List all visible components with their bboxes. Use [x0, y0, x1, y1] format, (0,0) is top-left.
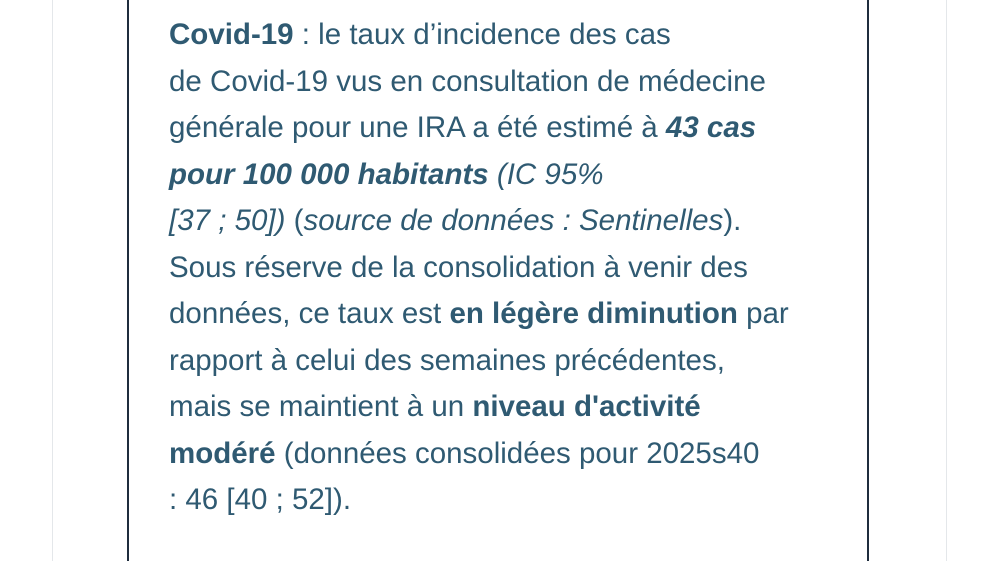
text-segment: pour 100 000 habitants: [169, 157, 489, 191]
info-box: [127, 0, 869, 561]
text-segment: en légère diminution: [449, 297, 738, 330]
covid-incidence-paragraph: [169, 12, 849, 524]
text-segment: données, ce taux est: [169, 297, 450, 330]
text-line: [169, 59, 849, 106]
text-segment: Sous réserve de la consolidation à venir des: [169, 250, 748, 284]
text-segment: ).: [723, 204, 742, 237]
text-segment: niveau d'activité: [472, 390, 701, 423]
text-segment: : le taux d’incidence des cas: [293, 18, 671, 51]
text-segment: rapport à celui des semaines précédentes,: [169, 343, 725, 377]
text-segment: source de données : Sentinelles: [303, 204, 724, 237]
text-line: [169, 245, 849, 292]
left-divider: [52, 0, 53, 561]
text-segment: (IC 95%: [488, 157, 604, 191]
text-line: [169, 12, 849, 59]
text-segment: modéré: [169, 436, 276, 470]
text-segment: (: [285, 204, 304, 237]
text-segment: générale pour une IRA a été estimé à: [169, 111, 666, 144]
text-segment: Covid-19: [169, 18, 294, 51]
text-line: [169, 338, 849, 385]
text-line: [169, 477, 849, 524]
text-line: [169, 291, 849, 338]
text-segment: [37 ; 50]): [169, 204, 286, 237]
text-line: [169, 105, 849, 152]
text-line: [169, 384, 849, 431]
text-line: [169, 198, 849, 245]
text-line: [169, 431, 849, 478]
right-divider: [946, 0, 947, 561]
text-segment: : 46 [40 ; 52]).: [169, 483, 352, 516]
text-segment: par: [737, 297, 789, 330]
text-segment: (données consolidées pour 2025s40: [275, 436, 760, 470]
text-segment: de Covid-19 vus en consultation de médecine: [169, 64, 766, 98]
text-segment: 43 cas: [665, 111, 757, 144]
text-segment: mais se maintient à un: [169, 390, 473, 423]
text-line: [169, 152, 849, 199]
